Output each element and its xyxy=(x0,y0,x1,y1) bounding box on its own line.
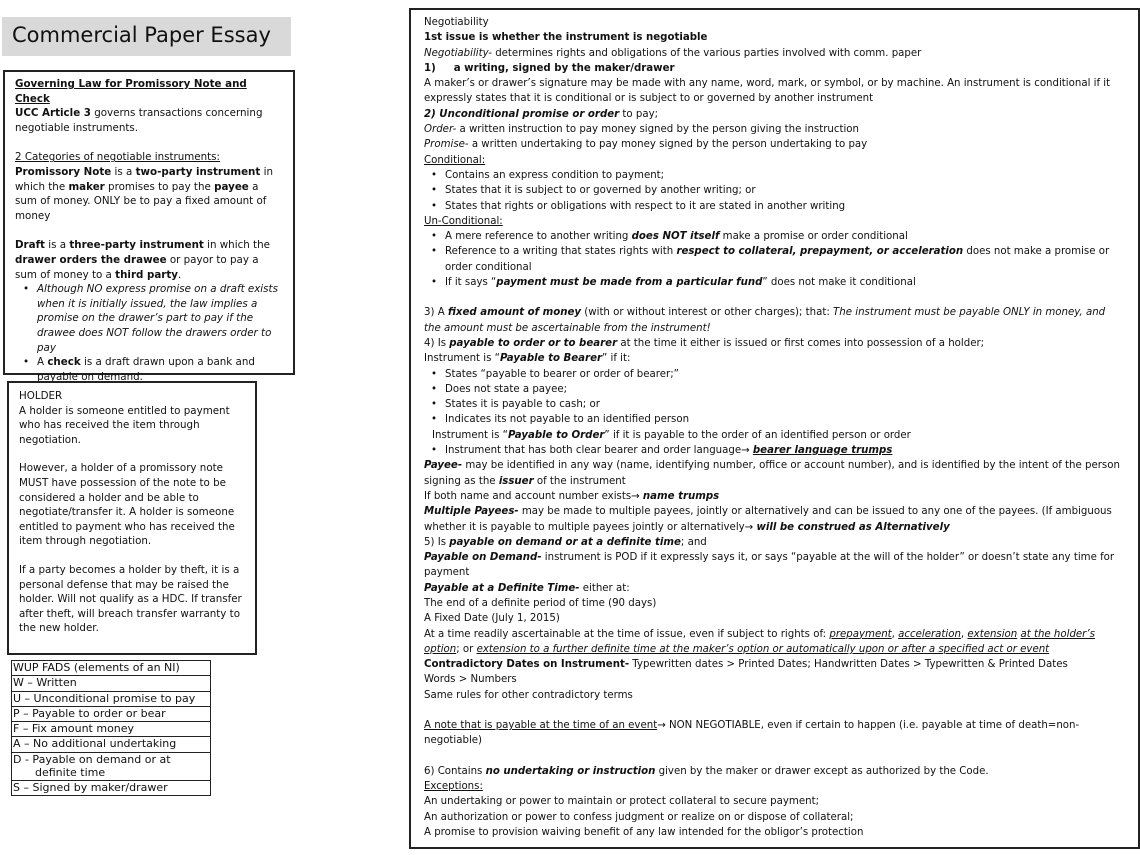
promissory-note-paragraph xyxy=(15,165,283,223)
item-2 xyxy=(424,107,1125,122)
categories-heading: 2 Categories of negotiable instruments: xyxy=(15,151,221,164)
neg-heading: Negotiability xyxy=(424,17,489,28)
governing-law-box xyxy=(3,70,295,383)
order-list xyxy=(445,443,1125,458)
bearer-list xyxy=(445,367,1125,428)
pdt-label: Payable at a Definite Time- xyxy=(424,582,580,594)
event-note xyxy=(424,718,1125,749)
draft-third-party: third party xyxy=(115,268,179,281)
pn-payee: payee xyxy=(214,180,249,193)
uncond-text: If it says “ xyxy=(445,277,497,289)
draft-text: . xyxy=(178,268,182,281)
wup-row: WUP FADS (elements of an NI) xyxy=(12,660,210,675)
item-6-emphasis: no undertaking or instruction xyxy=(485,765,656,777)
pdt-emphasis: extension xyxy=(967,628,1018,640)
wup-row: U – Unconditional promise to pay xyxy=(12,691,210,706)
pdt-emphasis: prepayment xyxy=(829,628,892,640)
page-title: Commercial Paper Essay xyxy=(12,23,271,47)
pdt-text: , xyxy=(891,628,899,640)
pod-label: Payable on Demand- xyxy=(424,552,542,564)
item-1-text: a writing, signed by the maker/drawer xyxy=(453,62,675,74)
wup-row: P – Payable to order or bear xyxy=(12,706,210,721)
item-3 xyxy=(424,305,1125,336)
negotiability-box xyxy=(409,8,1140,849)
words-numbers: Words > Numbers xyxy=(424,674,517,686)
item-3-emphasis: fixed amount of money xyxy=(447,307,582,319)
draft-paragraph xyxy=(15,238,283,282)
payable-on-demand xyxy=(424,550,1125,581)
item-3-text: (with or without interest or other charges); that: xyxy=(581,307,834,319)
first-issue: 1st issue is whether the instrument is negotiable xyxy=(424,32,708,44)
draft-drawer: drawer orders the drawee xyxy=(15,253,167,266)
same-rules: Same rules for other contradictory terms xyxy=(424,689,633,701)
pdt-emphasis: acceleration xyxy=(898,628,961,640)
holder-paragraph-3: If a party becomes a holder by theft, it is a personal defense that may be raised the holder. Will not qualify as a HDC. If transfer after theft, will breach transfer warranty to the new holder. xyxy=(19,563,242,635)
check-text: A xyxy=(37,356,48,369)
payee-text: may be identified in any way (name, identifying number, office or account number), and is identified by the intent of the person signing as the xyxy=(424,460,1120,487)
check-label: check xyxy=(47,356,81,369)
multi-emphasis: will be construed as Alternatively xyxy=(756,521,950,533)
list-item: • Contains an express condition to payment; xyxy=(445,168,1125,183)
arrow-text: → xyxy=(741,445,753,457)
draft-bullet-implied-promise: • Although NO express promise on a draft exists when it is initially issued, the law implies a promise on the drawer’s part to pay if the drawee does NOT follow the drawers order to pay xyxy=(37,282,283,355)
draft-bullets xyxy=(37,282,283,384)
ucc-label: UCC Article 3 xyxy=(15,107,91,120)
multiple-payees xyxy=(424,504,1125,535)
promise-label: Promise- xyxy=(424,139,469,151)
bearer-text: Instrument is “ xyxy=(424,353,500,365)
item-2-label: 2) Unconditional promise or order xyxy=(424,108,620,120)
order-text: Instrument that has both clear bearer and order language xyxy=(445,445,742,457)
item-1-num: 1) xyxy=(424,62,436,74)
def-label: Negotiability- xyxy=(424,47,492,59)
item-2-tail: to pay; xyxy=(619,108,659,120)
uncond-emphasis: payment must be made from a particular fund xyxy=(496,277,763,289)
pdt-text: , xyxy=(960,628,968,640)
list-item xyxy=(445,244,1125,275)
order-text: a written instruction to pay money signed by the person giving the instruction xyxy=(456,124,859,136)
note-text: → NON NEGOTIABLE, even if certain to happen (i.e. payable at time of death=non-negotiable) xyxy=(424,720,1080,747)
item-4-text: 4) Is xyxy=(424,337,450,349)
pn-two-party: two-party instrument xyxy=(135,165,261,178)
pdt-emphasis: at the holder’s option xyxy=(424,628,1095,655)
draft-text: in which the xyxy=(203,239,270,252)
uncond-text: A mere reference to another writing xyxy=(445,231,632,243)
conditional-list xyxy=(445,168,1125,214)
list-item: • States it is payable to cash; or xyxy=(445,397,1125,412)
wup-row: S – Signed by maker/drawer xyxy=(12,780,210,796)
item-5-text: ; and xyxy=(680,536,707,548)
item-1-body: A maker’s or drawer’s signature may be made with any name, word, mark, or symbol, or by machine. An instrument is conditional if it expressly states that it is conditional or is subject to or governed by another instrument xyxy=(424,78,1111,105)
ucc-text: governs transactions concerning negotiable instruments. xyxy=(15,107,263,134)
multi-label: Multiple Payees- xyxy=(424,506,519,518)
list-item: • States that it is subject to or governed by another writing; or xyxy=(445,183,1125,198)
list-item xyxy=(445,275,1125,290)
item-4-emphasis: payable to order or to bearer xyxy=(449,337,618,349)
pn-label: Promissory Note xyxy=(15,165,112,178)
item-3-text: 3) A xyxy=(424,307,448,319)
pn-text: is a xyxy=(111,165,136,178)
note-underlined: A note that is payable at the time of an event xyxy=(424,720,658,732)
holder-paragraph-2: However, a holder of a promissory note MUST have possession of the note to be considered a holder and be able to negotiate/transfer it. A holder is someone entitled to payment who has received the item through negotiation. xyxy=(19,462,235,548)
pn-text: promises to pay the xyxy=(104,180,215,193)
pdt-emphasis: extension to a further definite time at the maker’s option or automatically upon or after a specified act or event xyxy=(476,643,1050,655)
uncond-emphasis: does NOT itself xyxy=(631,231,720,243)
pdt-line-3 xyxy=(424,627,1125,658)
draft-text: is a xyxy=(44,239,70,252)
order-definition xyxy=(424,122,1125,137)
order-text: Instrument is “ xyxy=(432,429,508,441)
list-item: • States “payable to bearer or order of bearer;” xyxy=(445,367,1125,382)
list-item: • States that rights or obligations with respect to it are stated in another writing xyxy=(445,199,1125,214)
holder-box xyxy=(7,381,257,655)
uncond-text: ” does not make it conditional xyxy=(762,277,916,289)
item-6-text: given by the maker or drawer except as authorized by the Code. xyxy=(655,765,989,777)
pod-text: instrument is POD if it expressly says it, or says “payable at the will of the holder” or doesn’t state any time for payment xyxy=(424,552,1115,579)
promise-text: a written undertaking to pay money signed by the person undertaking to pay xyxy=(468,139,868,151)
governing-heading: Governing Law for Promissory Note and Check xyxy=(15,78,247,105)
name-text: If both name and account number exists→ xyxy=(424,490,643,502)
pn-text: in which the xyxy=(15,165,273,193)
conditional-heading: Conditional: xyxy=(424,154,486,166)
unconditional-list xyxy=(445,229,1125,290)
contradictory-dates xyxy=(424,657,1125,672)
name-trumps xyxy=(424,489,1125,504)
draft-bullet-check xyxy=(37,355,283,384)
item-6 xyxy=(424,764,1125,779)
bearer-text: ” if it: xyxy=(602,353,631,365)
pdt-text: At a time readily ascertainable at the time of issue, even if subject to rights of: xyxy=(424,628,830,640)
title-banner xyxy=(2,17,291,56)
draft-label: Draft xyxy=(15,239,45,252)
pdt-line-2: A Fixed Date (July 1, 2015) xyxy=(424,613,560,625)
contra-label: Contradictory Dates on Instrument- xyxy=(424,659,630,671)
payee-paragraph xyxy=(424,458,1125,489)
contra-text: Typewritten dates > Printed Dates; Handwritten Dates > Typewritten & Printed Dates xyxy=(629,659,1068,671)
wup-row: W – Written xyxy=(12,675,210,690)
bearer-emphasis: Payable to Bearer xyxy=(499,353,603,365)
payee-text: of the instrument xyxy=(533,475,626,487)
item-3-italic: The instrument must be payable ONLY in money, and the amount must be ascertainable from the instrument! xyxy=(424,307,1106,334)
neg-definition xyxy=(424,46,1125,61)
order-emphasis: bearer language trumps xyxy=(752,445,893,457)
list-item: • Does not state a payee; xyxy=(445,382,1125,397)
pdt-text: either at: xyxy=(579,582,630,594)
ucc-paragraph xyxy=(15,106,283,135)
exception-2: An authorization or power to confess judgment or realize on or dispose of collateral; xyxy=(424,811,854,823)
wup-row: A – No additional undertaking xyxy=(12,736,210,751)
list-item xyxy=(445,229,1125,244)
holder-heading: HOLDER xyxy=(19,390,63,402)
wup-row-d xyxy=(12,752,210,780)
item-5 xyxy=(424,535,1125,550)
wup-row-d-cont: definite time xyxy=(35,765,106,779)
item-4-text: at the time it either is issued or first comes into possession of a holder; xyxy=(617,337,985,349)
order-label: Order- xyxy=(424,124,457,136)
promise-definition xyxy=(424,137,1125,152)
payable-definite-time xyxy=(424,581,1125,596)
order-heading xyxy=(424,428,1125,443)
name-emphasis: name trumps xyxy=(642,490,720,502)
order-emphasis: Payable to Order xyxy=(507,429,605,441)
def-text: determines rights and obligations of the various parties involved with comm. paper xyxy=(491,47,922,59)
draft-text: or payor to pay a sum of money to a xyxy=(15,253,259,281)
item-5-emphasis: payable on demand or at a definite time xyxy=(449,536,681,548)
wup-row: F – Fix amount money xyxy=(12,721,210,736)
draft-three-party: three-party instrument xyxy=(69,239,204,252)
list-item: • Indicates its not payable to an identified person xyxy=(445,412,1125,427)
item-4 xyxy=(424,336,1125,351)
unconditional-heading: Un-Conditional: xyxy=(424,215,503,227)
item-5-text: 5) Is xyxy=(424,536,450,548)
pdt-text: ; or xyxy=(456,643,477,655)
exception-1: An undertaking or power to maintain or protect collateral to secure payment; xyxy=(424,796,819,808)
bearer-heading xyxy=(424,351,1125,366)
pdt-line-1: The end of a definite period of time (90 days) xyxy=(424,597,657,609)
exception-3: A promise to provision waiving benefit of any law intended for the obligor’s protection xyxy=(424,826,864,838)
multi-text: may be made to multiple payees, jointly or alternatively and can be issued to any one of the payees. (If ambiguous whether it is payable to multiple payees jointly or alternatively→ xyxy=(424,506,1112,533)
uncond-text: Reference to a writing that states rights with xyxy=(445,246,677,258)
wup-row-d-text: D - Payable on demand or at xyxy=(13,752,171,766)
payee-label: Payee- xyxy=(424,460,463,472)
item-6-text: 6) Contains xyxy=(424,765,486,777)
pn-maker: maker xyxy=(68,180,105,193)
wup-fads-table xyxy=(11,660,211,796)
payee-issuer: issuer xyxy=(498,475,534,487)
holder-paragraph-1: A holder is someone entitled to payment who has received the item through negotiation. xyxy=(19,404,230,446)
pn-text: a sum of money. ONLY be to pay a fixed amount of money xyxy=(15,180,267,222)
uncond-emphasis: respect to collateral, prepayment, or acceleration xyxy=(676,246,964,258)
exceptions-heading: Exceptions: xyxy=(424,780,483,792)
check-text: is a draft drawn upon a bank and payable on demand. xyxy=(37,356,255,383)
list-item xyxy=(445,443,1125,458)
item-1 xyxy=(424,61,1125,76)
uncond-text: does not make a promise or order conditional xyxy=(445,246,1110,273)
uncond-text: make a promise or order conditional xyxy=(719,231,908,243)
order-text: ” if it is payable to the order of an identified person or order xyxy=(604,429,911,441)
